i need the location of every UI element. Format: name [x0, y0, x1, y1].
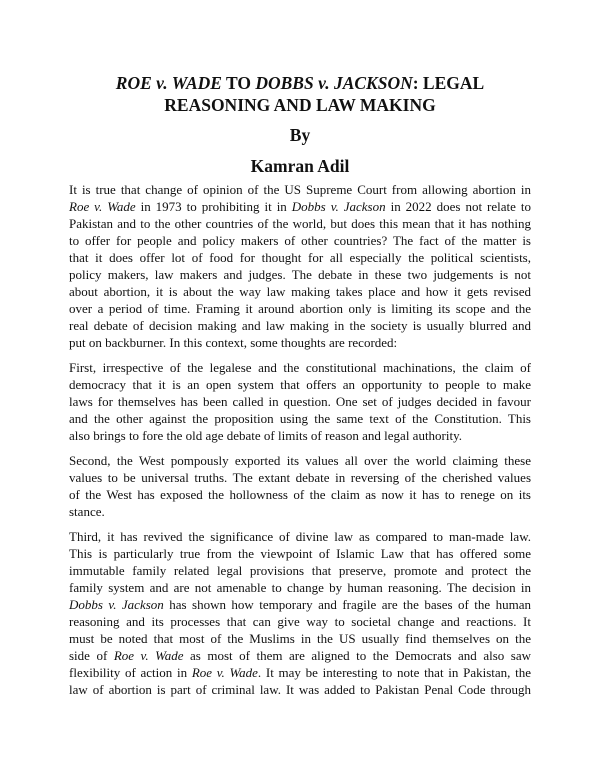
text-run: put on backburner. In this context, some thoughts are recorded:	[69, 335, 398, 350]
text-line	[69, 681, 531, 698]
paragraph	[69, 181, 531, 351]
text-run: laws for themselves has been called in question. One set of judges decided in favour	[69, 394, 531, 409]
text-line	[69, 469, 531, 486]
text-run: Pakistan and to the other countries of the world, but does this mean that it has nothing	[69, 216, 531, 231]
text-line	[69, 545, 531, 562]
text-run: Second, the West pompously exported its values all over the world claiming these	[69, 453, 531, 468]
case-citation: Roe v. Wade	[113, 648, 184, 663]
text-run: Third, it has revived the significance of divine law as compared to man-made law.	[69, 529, 531, 544]
text-line	[69, 376, 531, 393]
text-run: democracy that it is an open system that offers an opportunity to people to make	[69, 377, 531, 392]
text-run: has shown how temporary and fragile are the bases of the human	[163, 597, 531, 612]
text-line	[69, 630, 531, 647]
case-citation: Roe v. Wade	[191, 665, 258, 680]
author-name: Kamran Adil	[250, 156, 350, 176]
text-run: First, irrespective of the legalese and the constitutional machinations, the claim of	[69, 360, 531, 375]
title-case-two: DOBBS v. JACKSON	[255, 73, 413, 93]
text-line	[69, 664, 531, 681]
text-run: family system and are not amenable to change by human reasoning. The decision in	[69, 580, 531, 595]
text-run: It is true that change of opinion of the US Supreme Court from allowing abortion in	[69, 182, 531, 197]
paragraph	[69, 452, 531, 520]
text-run: as most of them are aligned to the Democrats and also saw	[183, 648, 531, 663]
text-run: in 1973 to prohibiting it in	[135, 199, 292, 214]
case-citation: Dobbs v. Jackson	[69, 597, 164, 612]
text-run: about abortion, it is about the way law making takes place and how it gets revised	[69, 284, 531, 299]
text-line	[69, 452, 531, 469]
text-run: also brings to fore the old age debate of limits of reason and legal authority.	[69, 428, 463, 443]
text-line	[69, 579, 531, 596]
text-line	[69, 613, 531, 630]
text-run: real debate of decision making and law making in the society is usually blurred and	[69, 318, 531, 333]
text-run: over a period of time. Framing it around abortion only is limiting its scope and the	[69, 301, 531, 316]
text-line	[69, 249, 531, 266]
text-run: flexibility of action in	[69, 665, 192, 680]
paragraph	[69, 528, 531, 698]
text-line	[69, 410, 531, 427]
paragraph	[69, 359, 531, 444]
title-line-two: REASONING AND LAW MAKING	[164, 95, 436, 115]
text-run: . It may be interesting to note that in Pakistan, the	[257, 665, 531, 680]
text-line	[69, 266, 531, 283]
text-line	[69, 427, 531, 444]
text-run: law of abortion is part of criminal law. It was added to Pakistan Penal Code through	[69, 682, 531, 697]
text-line	[69, 503, 531, 520]
case-citation: Dobbs v. Jackson	[291, 199, 386, 214]
text-run: immutable family related legal provisions that preserve, promote and protect the	[69, 563, 531, 578]
text-run: stance.	[69, 504, 105, 519]
text-run: and the other against the proposition using the same text of the Constitution. This	[69, 411, 531, 426]
text-run: to offer for people and policy makers of other countries? The fact of the matter is	[69, 233, 531, 248]
text-run: policy makers, law makers and judges. The debate in these two judgements is not	[69, 267, 531, 282]
text-line	[69, 359, 531, 376]
text-line	[69, 198, 531, 215]
text-line	[69, 393, 531, 410]
case-citation: Roe v. Wade	[69, 199, 136, 214]
text-line	[69, 317, 531, 334]
text-line	[69, 647, 531, 664]
text-run: of the West has exposed the hollowness of the claim as now it has to renege on its	[69, 487, 531, 502]
document-body	[69, 181, 531, 698]
text-run: in 2022 does not relate to	[385, 199, 532, 214]
text-line	[69, 300, 531, 317]
text-run: must be noted that most of the Muslims in the US usually find themselves on the	[69, 631, 531, 646]
text-line	[69, 562, 531, 579]
text-run: that it does offer lot of food for thought for all especially the political scientists,	[69, 250, 531, 265]
text-line	[69, 232, 531, 249]
document-page	[69, 72, 531, 698]
title-connector: TO	[221, 73, 256, 93]
byline-label: By	[289, 125, 311, 145]
text-line	[69, 528, 531, 545]
text-line	[69, 334, 531, 351]
title-case-one: ROE v. WADE	[115, 73, 222, 93]
document-title	[69, 72, 531, 116]
text-run: side of	[69, 648, 114, 663]
text-run: reasoning and its processes that can give way to societal change and reactions. It	[69, 614, 531, 629]
text-line	[69, 596, 531, 613]
text-line	[69, 486, 531, 503]
title-suffix: : LEGAL	[412, 73, 485, 93]
text-line	[69, 283, 531, 300]
text-line	[69, 215, 531, 232]
text-run: This is particularly true from the viewpoint of Islamic Law that has offered some	[69, 546, 531, 561]
text-line	[69, 181, 531, 198]
text-run: values to be universal truths. The extant debate in reversing of the cherished values	[69, 470, 531, 485]
